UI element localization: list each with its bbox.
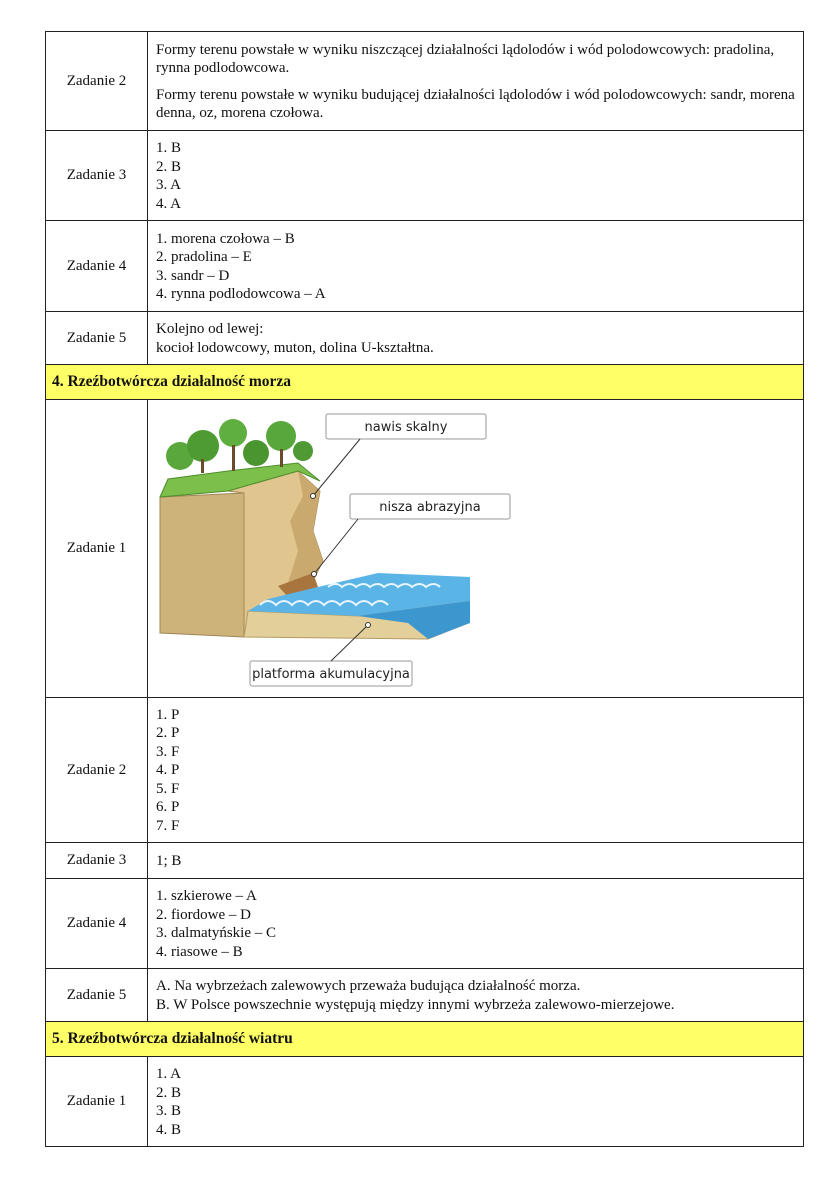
callout-nawis-skalny (311, 414, 487, 499)
answer-line: 2. B (156, 158, 182, 175)
section-header-row (46, 365, 804, 400)
answer-line: 7. F (156, 817, 180, 834)
answer-line: 1. A (156, 1066, 182, 1082)
section-title: 4. Rzeźbotwórcza działalność morza (46, 365, 804, 400)
answer-line: 3. A (156, 177, 182, 193)
answer-line: 4. B (156, 1121, 182, 1138)
task-label: Zadanie 4 (46, 221, 148, 312)
task-answer (148, 131, 804, 221)
answer-line: Kolejno od lewej: (156, 321, 264, 337)
answer-line: 3. dalmatyńskie – C (156, 925, 276, 941)
answer-line: 4. A (156, 195, 182, 212)
table-row (46, 879, 804, 969)
answer-line: 3. sandr – D (156, 267, 230, 284)
task-answer (148, 312, 804, 365)
answer-paragraph: Formy terenu powstałe w wyniku niszczącej działalności lądolodów i wód polodowcowych: pradolina, rynna podlodowcowa. (156, 41, 775, 76)
task-label: Zadanie 3 (46, 843, 148, 879)
table-row (46, 131, 804, 221)
task-answer (148, 969, 804, 1022)
answer-table (45, 31, 804, 1147)
table-row (46, 221, 804, 312)
answer-line: 4. rynna podlodowcowa – A (156, 286, 326, 302)
task-answer (148, 879, 804, 969)
table-row (46, 1057, 804, 1147)
answer-line: 1. B (156, 140, 182, 156)
answer-line: 3. F (156, 743, 180, 760)
table-row (46, 312, 804, 365)
table-row (46, 698, 804, 843)
answer-line: A. Na wybrzeżach zalewowych przeważa budująca działalność morza. (156, 978, 581, 994)
task-label: Zadanie 2 (46, 32, 148, 131)
callout-label: platforma akumulacyjna (252, 666, 410, 682)
answer-line: 2. B (156, 1084, 182, 1101)
table-row (46, 32, 804, 131)
section-header-row (46, 1022, 804, 1057)
task-answer (148, 221, 804, 312)
soil-block (160, 493, 244, 637)
task-label: Zadanie 5 (46, 969, 148, 1022)
table-row (46, 969, 804, 1022)
answer-line: 1; B (156, 852, 182, 869)
answer-line: 1. morena czołowa – B (156, 230, 295, 247)
answer-line: 1. szkierowe – A (156, 888, 257, 904)
answer-key-page (45, 31, 804, 1147)
callout-nisza-abrazyjna (312, 494, 511, 577)
answer-line: 3. B (156, 1103, 182, 1119)
section-title: 5. Rzeźbotwórcza działalność wiatru (46, 1022, 804, 1057)
task-label: Zadanie 5 (46, 312, 148, 365)
answer-line: 2. pradolina – E (156, 249, 252, 265)
answer-line: 4. riasowe – B (156, 943, 243, 960)
coastal-cliff-diagram (148, 401, 812, 697)
task-label: Zadanie 2 (46, 698, 148, 843)
answer-line: 2. P (156, 725, 180, 742)
task-answer (148, 698, 804, 843)
answer-paragraph: Formy terenu powstałe w wyniku budującej działalności lądolodów i wód polodowcowych: sandr, morena denna, oz, morena czołowa. (156, 86, 795, 121)
table-row (46, 843, 804, 879)
answer-line: 6. P (156, 799, 180, 816)
answer-line: B. W Polsce powszechnie występują między innymi wybrzeża zalewowo-mierzejowe. (156, 996, 675, 1013)
answer-line: 4. P (156, 762, 180, 779)
callout-label: nisza abrazyjna (379, 499, 481, 515)
answer-line: 2. fiordowe – D (156, 906, 251, 923)
task-label: Zadanie 1 (46, 400, 148, 698)
coastal-diagram-cell (148, 400, 804, 698)
task-answer (148, 1057, 804, 1147)
answer-line: kocioł lodowcowy, muton, dolina U-kształtna. (156, 339, 434, 356)
task-answer (148, 843, 804, 879)
callout-label: nawis skalny (364, 419, 448, 435)
task-label: Zadanie 4 (46, 879, 148, 969)
task-answer (148, 32, 804, 131)
answer-line: 1. P (156, 706, 180, 723)
table-row (46, 400, 804, 698)
answer-line: 5. F (156, 780, 180, 797)
task-label: Zadanie 3 (46, 131, 148, 221)
task-label: Zadanie 1 (46, 1057, 148, 1147)
